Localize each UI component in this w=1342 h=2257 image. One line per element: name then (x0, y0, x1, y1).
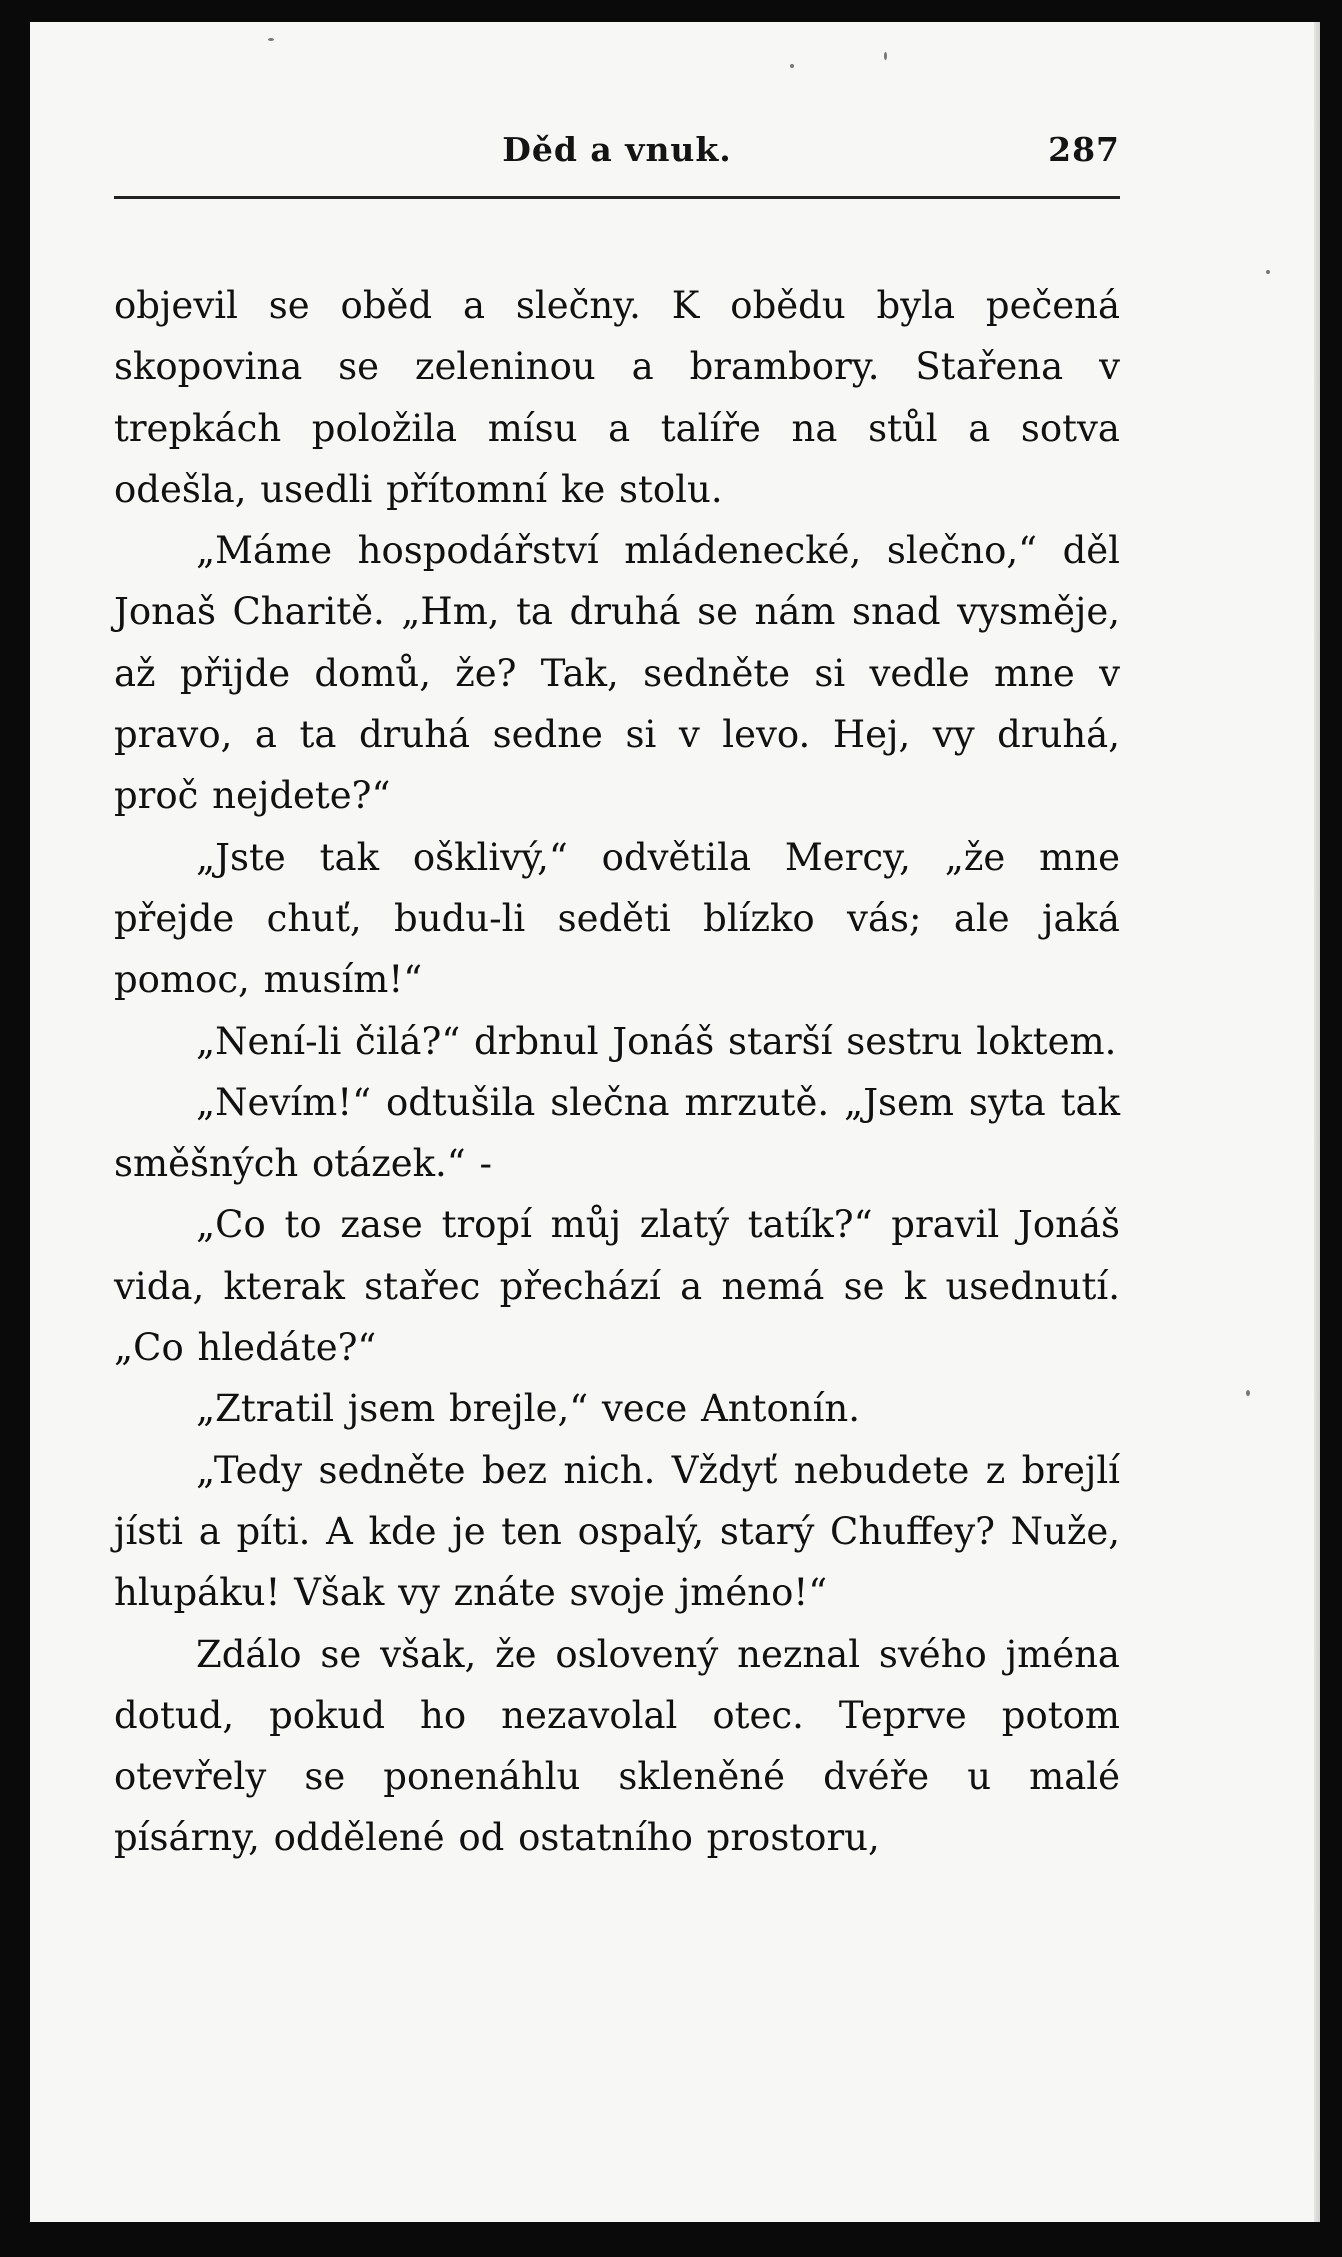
scan-speck (268, 38, 274, 41)
scan-speck (790, 64, 794, 68)
page-edge (1314, 22, 1320, 2222)
paragraph: objevil se oběd a slečny. K obědu byla pečená skopovina se zeleninou a brambory. Stařena v trepkách položila mísu a talíře na stůl a sotva odešla, usedli přítomní ke stolu. (114, 284, 1120, 511)
scan-speck (1266, 270, 1270, 274)
paragraph: „Nevím!“ odtušila slečna mrzutě. „Jsem syta tak směšných otázek.“ - (114, 1080, 1120, 1186)
paragraph: „Jste tak ošklivý,“ odvětila Mercy, „že mne přejde chuť, budu-li seděti blízko vás; ale jaká pomoc, musím!“ (114, 835, 1120, 1002)
paragraph: „Není-li čilá?“ drbnul Jonáš starší sestru loktem. (196, 1019, 1117, 1063)
scan-speck (884, 52, 887, 60)
paragraph: „Tedy sedněte bez nich. Vždyť nebudete z brejlí jísti a píti. A kde je ten ospalý, starý Chuffey? Nuže, hlupáku! Však vy znáte svoje jméno!“ (114, 1448, 1120, 1615)
paragraph: „Co to zase tropí můj zlatý tatík?“ pravil Jonáš vida, kterak stařec přechází a nemá se k usednutí. „Co hledáte?“ (114, 1203, 1120, 1370)
running-title: Děd a vnuk. (502, 130, 732, 169)
paragraph: Zdálo se však, že oslovený neznal svého jména dotud, pokud ho nezavolal otec. Teprve potom otevřely se ponenáhlu skleněné dvéře u malé písárny, oddělené od ostatního prostoru, (114, 1632, 1120, 1860)
paragraph: „Ztratil jsem brejle,“ vece Antonín. (196, 1387, 861, 1431)
paragraph: „Máme hospodářství mládenecké, slečno,“ děl Jonaš Charitě. „Hm, ta druhá se nám snad vysměje, až přijde domů, že? Tak, sedněte si vedle mne v pravo, a ta druhá sedne si v levo. Hej, vy druhá, proč nejdete?“ (114, 529, 1120, 818)
body-text (114, 275, 1120, 1869)
header-rule (114, 196, 1120, 199)
page-header (114, 130, 1120, 180)
scan-speck (1246, 1390, 1250, 1396)
page-number: 287 (1048, 130, 1120, 169)
